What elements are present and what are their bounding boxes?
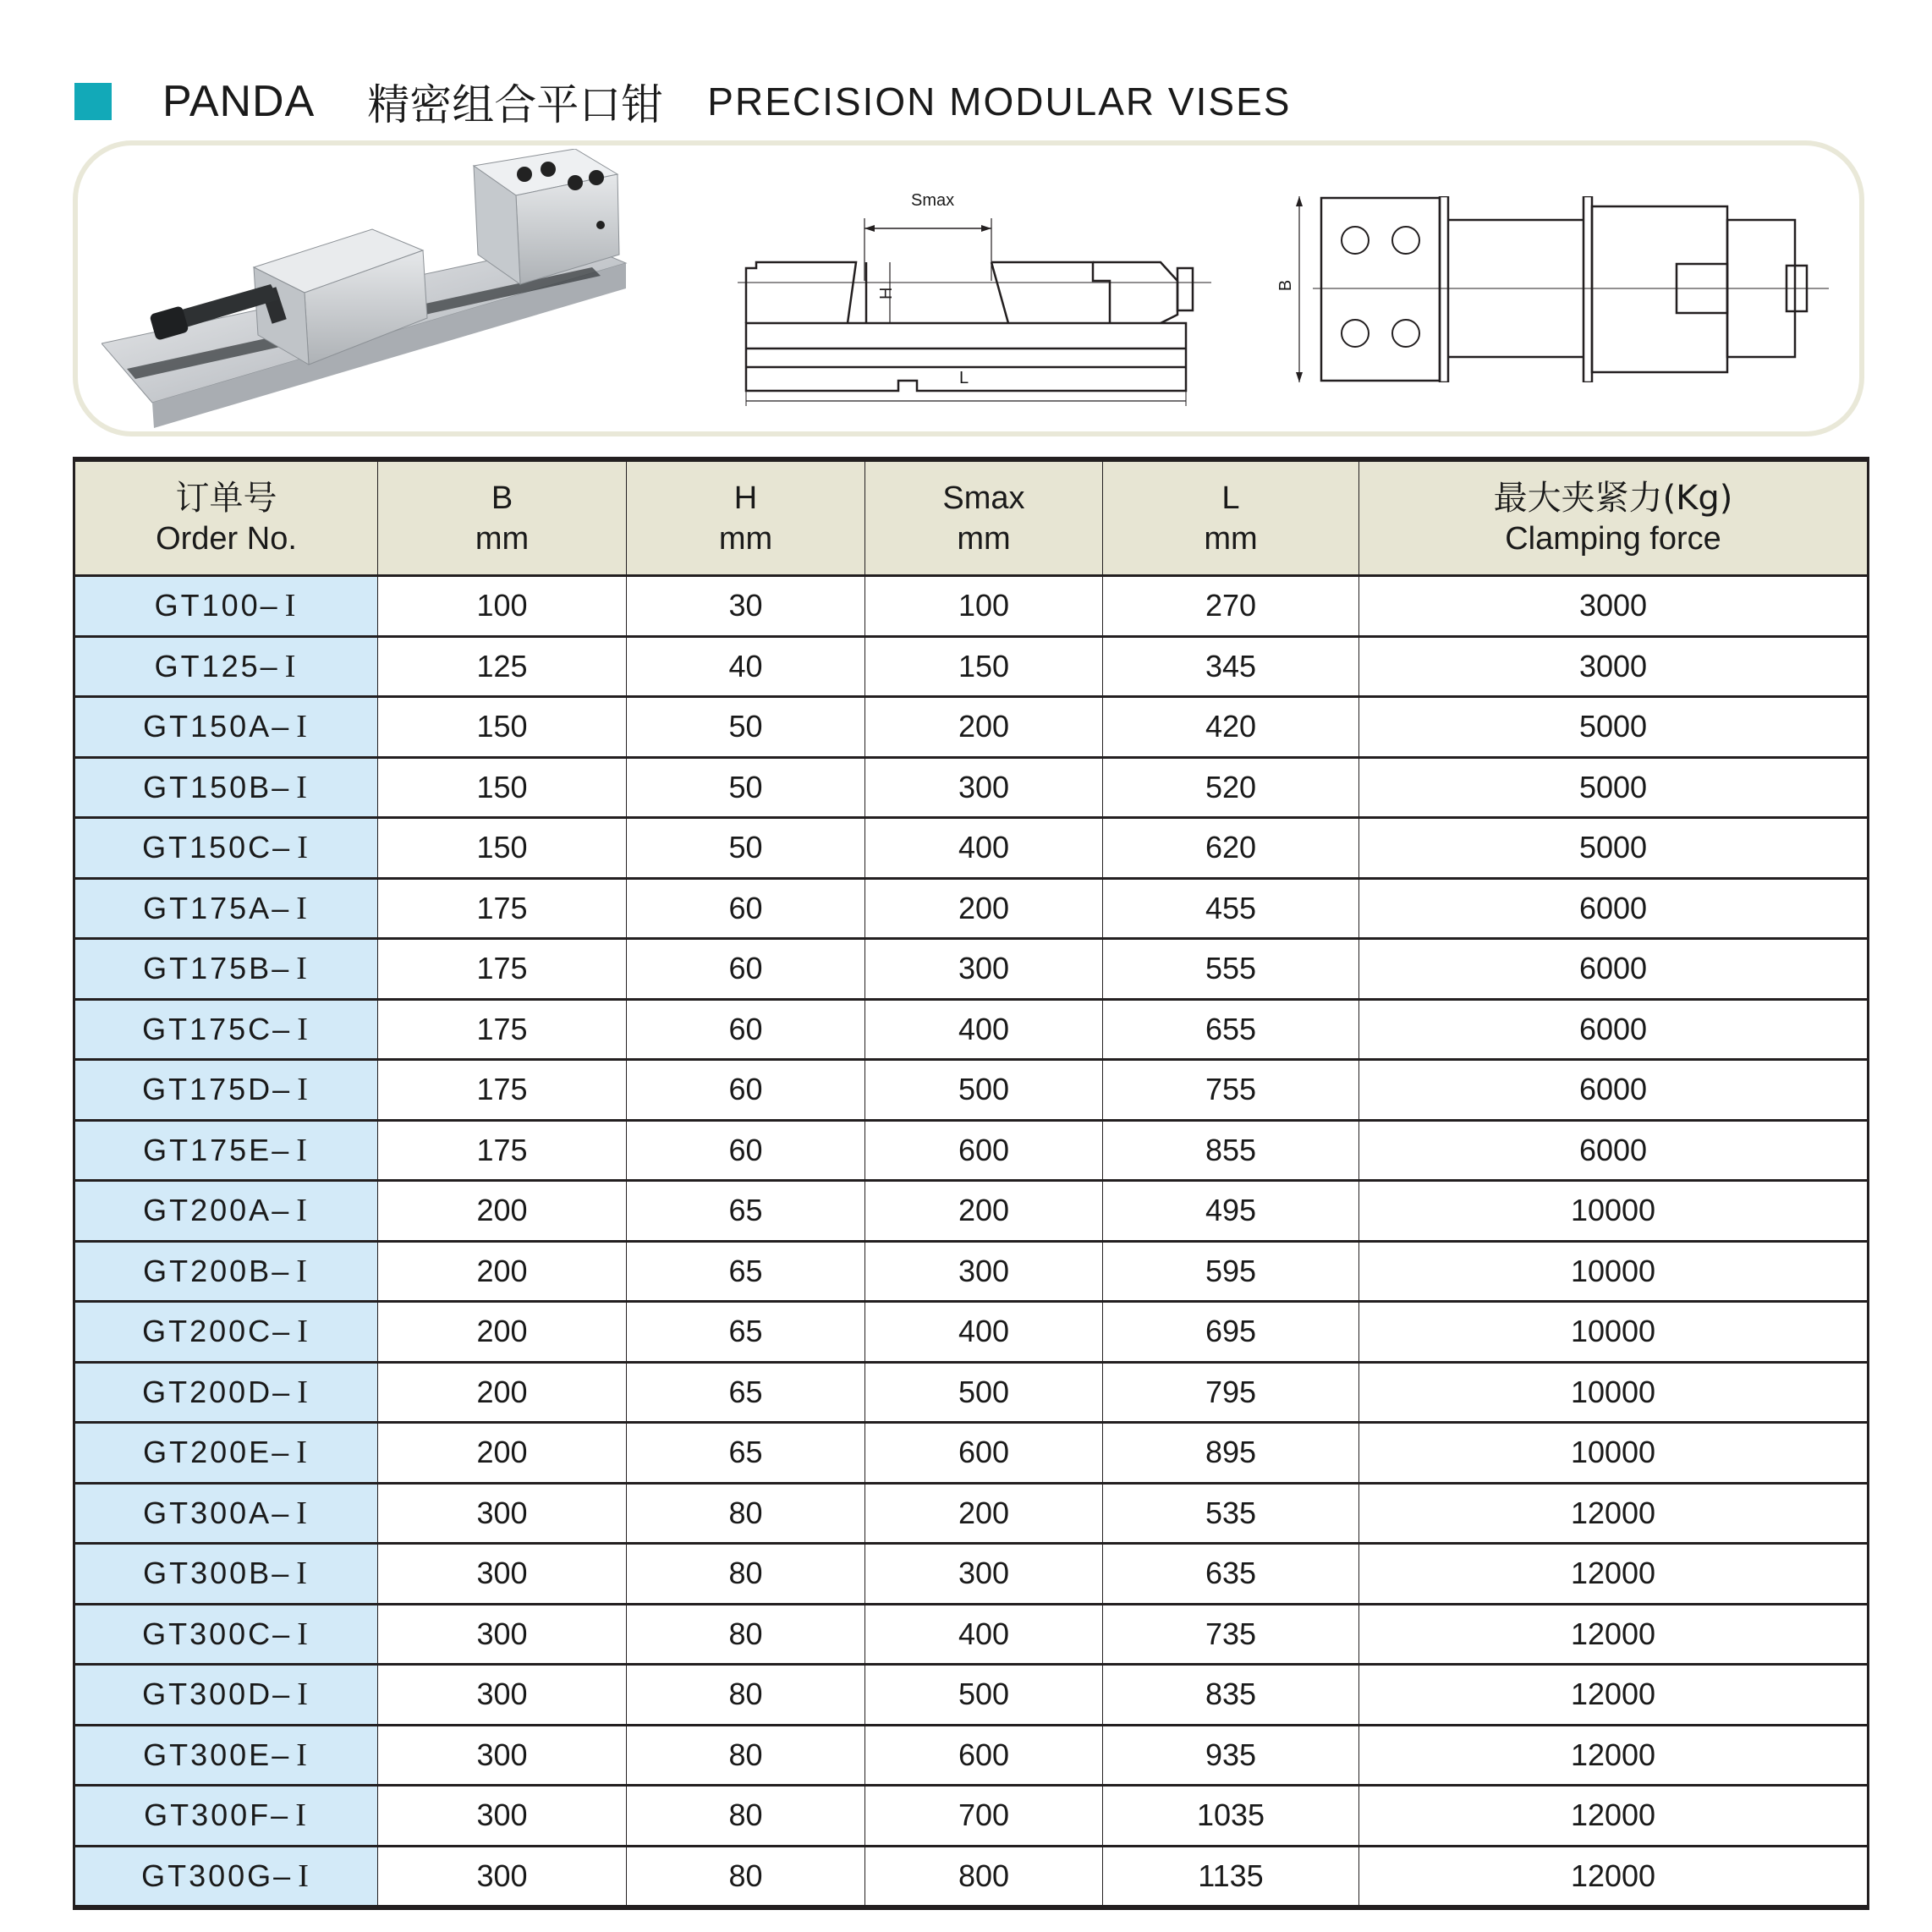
order-no-text: GT175A– <box>143 890 292 925</box>
clamping-force-cell: 10000 <box>1359 1302 1869 1363</box>
l-cell: 895 <box>1103 1423 1359 1484</box>
col-header-l: L mm <box>1103 459 1359 576</box>
order-no-cell <box>74 939 378 1000</box>
order-no-cell <box>74 1362 378 1423</box>
clamping-force-cell: 5000 <box>1359 697 1869 758</box>
b-cell: 150 <box>378 757 627 818</box>
l-cell: 520 <box>1103 757 1359 818</box>
clamping-force-cell: 12000 <box>1359 1665 1869 1726</box>
table-row <box>74 757 1869 818</box>
table-row <box>74 576 1869 637</box>
clamping-force-cell: 6000 <box>1359 1120 1869 1181</box>
smax-cell: 600 <box>865 1725 1103 1786</box>
b-label: B <box>1276 279 1296 292</box>
order-no-text: GT300C– <box>142 1616 293 1651</box>
table-row <box>74 1241 1869 1302</box>
order-no-cell <box>74 697 378 758</box>
top-view-drawing <box>1276 196 1829 382</box>
smax-cell: 600 <box>865 1120 1103 1181</box>
b-cell: 175 <box>378 999 627 1060</box>
table-row <box>74 939 1869 1000</box>
b-cell: 150 <box>378 697 627 758</box>
order-no-suffix: I <box>296 1556 310 1592</box>
clamping-force-cell: 3000 <box>1359 636 1869 697</box>
table-row <box>74 1665 1869 1726</box>
vise-photo <box>102 149 660 428</box>
h-cell: 60 <box>627 878 865 939</box>
table-row <box>74 1604 1869 1665</box>
h-cell: 50 <box>627 757 865 818</box>
order-no-text: GT175E– <box>143 1132 292 1167</box>
clamping-force-cell: 12000 <box>1359 1786 1869 1847</box>
b-cell: 200 <box>378 1241 627 1302</box>
col-header-smax: Smax mm <box>865 459 1103 576</box>
order-no-suffix: I <box>284 648 299 684</box>
l-cell: 620 <box>1103 818 1359 879</box>
smax-cell: 400 <box>865 999 1103 1060</box>
order-no-cell <box>74 1725 378 1786</box>
order-no-cell <box>74 636 378 697</box>
spec-table <box>73 457 1869 1910</box>
clamping-force-cell: 5000 <box>1359 818 1869 879</box>
order-no-suffix: I <box>296 951 310 987</box>
h-cell: 80 <box>627 1786 865 1847</box>
h-cell: 60 <box>627 999 865 1060</box>
col-header-order: 订单号 Order No. <box>74 459 378 576</box>
l-cell: 735 <box>1103 1604 1359 1665</box>
b-cell: 175 <box>378 878 627 939</box>
h-cell: 50 <box>627 818 865 879</box>
smax-cell: 700 <box>865 1786 1103 1847</box>
l-cell: 835 <box>1103 1665 1359 1726</box>
order-no-suffix: I <box>297 1374 310 1410</box>
clamping-force-cell: 12000 <box>1359 1725 1869 1786</box>
clamping-force-cell: 12000 <box>1359 1544 1869 1605</box>
table-row <box>74 1120 1869 1181</box>
title-chinese: 精密组合平口钳 <box>367 80 664 129</box>
smax-cell: 400 <box>865 818 1103 879</box>
h-cell: 80 <box>627 1483 865 1544</box>
smax-cell: 500 <box>865 1060 1103 1121</box>
smax-label: Smax <box>911 191 955 210</box>
col-header-h: H mm <box>627 459 865 576</box>
order-no-suffix: I <box>295 1798 309 1834</box>
b-cell: 175 <box>378 1060 627 1121</box>
order-no-text: GT150B– <box>143 769 292 804</box>
h-cell: 80 <box>627 1544 865 1605</box>
clamping-force-cell: 10000 <box>1359 1423 1869 1484</box>
order-no-suffix: I <box>297 1616 310 1652</box>
b-cell: 300 <box>378 1725 627 1786</box>
clamping-force-cell: 3000 <box>1359 576 1869 637</box>
order-no-text: GT300F– <box>144 1798 291 1833</box>
b-cell: 300 <box>378 1544 627 1605</box>
l-cell: 855 <box>1103 1120 1359 1181</box>
order-no-text: GT175D– <box>142 1072 293 1107</box>
order-no-suffix: I <box>296 1435 310 1471</box>
b-cell: 300 <box>378 1483 627 1544</box>
order-no-text: GT200D– <box>142 1374 293 1409</box>
col-header-b: B mm <box>378 459 627 576</box>
table-row <box>74 1483 1869 1544</box>
clamping-force-cell: 10000 <box>1359 1362 1869 1423</box>
b-cell: 200 <box>378 1302 627 1363</box>
l-cell: 270 <box>1103 576 1359 637</box>
smax-cell: 400 <box>865 1604 1103 1665</box>
order-no-text: GT150A– <box>143 709 292 744</box>
smax-cell: 200 <box>865 1181 1103 1242</box>
h-cell: 80 <box>627 1725 865 1786</box>
order-no-text: GT200A– <box>143 1193 292 1228</box>
order-no-text: GT300A– <box>143 1495 292 1530</box>
table-row <box>74 1181 1869 1242</box>
h-cell: 80 <box>627 1604 865 1665</box>
b-cell: 300 <box>378 1604 627 1665</box>
order-no-text: GT200C– <box>142 1314 293 1349</box>
h-cell: 60 <box>627 939 865 1000</box>
table-row <box>74 1786 1869 1847</box>
l-cell: 535 <box>1103 1483 1359 1544</box>
clamping-force-cell: 6000 <box>1359 878 1869 939</box>
table-row <box>74 1846 1869 1907</box>
b-cell: 200 <box>378 1181 627 1242</box>
order-no-suffix: I <box>297 1677 310 1713</box>
order-no-text: GT175C– <box>142 1011 293 1046</box>
smax-cell: 200 <box>865 1483 1103 1544</box>
order-no-suffix: I <box>297 1314 310 1350</box>
l-cell: 345 <box>1103 636 1359 697</box>
side-view-drawing <box>738 188 1211 408</box>
order-no-suffix: I <box>297 830 310 866</box>
smax-cell: 400 <box>865 1302 1103 1363</box>
order-no-cell <box>74 1665 378 1726</box>
l-cell: 455 <box>1103 878 1359 939</box>
h-cell: 60 <box>627 1120 865 1181</box>
page-title <box>74 68 1291 135</box>
l-label: L <box>959 369 969 387</box>
table-row <box>74 1302 1869 1363</box>
clamping-force-cell: 10000 <box>1359 1241 1869 1302</box>
order-no-text: GT300B– <box>143 1556 292 1591</box>
smax-cell: 500 <box>865 1362 1103 1423</box>
order-no-text: GT300D– <box>142 1677 293 1712</box>
order-no-suffix: I <box>297 1011 310 1047</box>
l-cell: 755 <box>1103 1060 1359 1121</box>
order-no-text: GT200E– <box>143 1435 292 1470</box>
brand-name: PANDA <box>162 77 316 126</box>
clamping-force-cell: 6000 <box>1359 999 1869 1060</box>
b-cell: 300 <box>378 1846 627 1907</box>
clamping-force-cell: 6000 <box>1359 1060 1869 1121</box>
h-cell: 65 <box>627 1302 865 1363</box>
order-no-suffix: I <box>296 1495 310 1531</box>
clamping-force-cell: 10000 <box>1359 1181 1869 1242</box>
smax-cell: 200 <box>865 697 1103 758</box>
smax-cell: 300 <box>865 1241 1103 1302</box>
title-english: PRECISION MODULAR VISES <box>707 80 1292 123</box>
order-no-cell <box>74 576 378 637</box>
order-no-cell <box>74 1786 378 1847</box>
order-no-suffix: I <box>296 1253 310 1289</box>
svg-text:H: H <box>877 287 896 299</box>
accent-square-icon <box>74 83 112 120</box>
smax-cell: 100 <box>865 576 1103 637</box>
l-cell: 495 <box>1103 1181 1359 1242</box>
b-cell: 200 <box>378 1423 627 1484</box>
table-header-row <box>74 459 1869 576</box>
table-row <box>74 1725 1869 1786</box>
h-cell: 30 <box>627 576 865 637</box>
h-cell: 65 <box>627 1181 865 1242</box>
l-cell: 655 <box>1103 999 1359 1060</box>
order-no-cell <box>74 1483 378 1544</box>
l-cell: 795 <box>1103 1362 1359 1423</box>
order-no-cell <box>74 1181 378 1242</box>
table-row <box>74 1362 1869 1423</box>
order-no-cell <box>74 1060 378 1121</box>
b-cell: 150 <box>378 818 627 879</box>
table-row <box>74 999 1869 1060</box>
order-no-text: GT175B– <box>143 951 292 986</box>
b-cell: 125 <box>378 636 627 697</box>
table-row <box>74 1423 1869 1484</box>
l-cell: 595 <box>1103 1241 1359 1302</box>
smax-cell: 150 <box>865 636 1103 697</box>
h-cell: 65 <box>627 1362 865 1423</box>
col-header-clamping-force: 最大夹紧力(Kg) Clamping force <box>1359 459 1869 576</box>
order-no-text: GT200B– <box>143 1253 292 1288</box>
order-no-suffix: I <box>296 1193 310 1229</box>
order-no-cell <box>74 757 378 818</box>
table-row <box>74 1060 1869 1121</box>
b-cell: 175 <box>378 939 627 1000</box>
table-row <box>74 818 1869 879</box>
table-row <box>74 1544 1869 1605</box>
order-no-text: GT125– <box>154 648 280 683</box>
h-cell: 80 <box>627 1846 865 1907</box>
order-no-cell <box>74 878 378 939</box>
smax-cell: 300 <box>865 939 1103 1000</box>
clamping-force-cell: 12000 <box>1359 1604 1869 1665</box>
table-row <box>74 697 1869 758</box>
l-cell: 555 <box>1103 939 1359 1000</box>
table-row <box>74 878 1869 939</box>
h-cell: 65 <box>627 1423 865 1484</box>
order-no-text: GT100– <box>154 588 280 623</box>
b-cell: 200 <box>378 1362 627 1423</box>
order-no-suffix: I <box>296 1737 310 1773</box>
l-cell: 420 <box>1103 697 1359 758</box>
order-no-suffix: I <box>298 1858 311 1894</box>
b-cell: 300 <box>378 1665 627 1726</box>
order-no-suffix: I <box>297 1072 310 1108</box>
b-cell: 300 <box>378 1786 627 1847</box>
l-cell: 635 <box>1103 1544 1359 1605</box>
l-cell: 1135 <box>1103 1846 1359 1907</box>
h-cell: 80 <box>627 1665 865 1726</box>
order-no-text: GT300G– <box>141 1858 294 1893</box>
figure-panel <box>73 140 1864 436</box>
order-no-cell <box>74 1604 378 1665</box>
l-cell: 935 <box>1103 1725 1359 1786</box>
order-no-suffix: I <box>296 1132 310 1168</box>
order-no-cell <box>74 999 378 1060</box>
order-no-cell <box>74 818 378 879</box>
h-cell: 40 <box>627 636 865 697</box>
smax-cell: 600 <box>865 1423 1103 1484</box>
order-no-suffix: I <box>284 588 299 624</box>
order-no-cell <box>74 1120 378 1181</box>
order-no-suffix: I <box>296 890 310 926</box>
smax-cell: 500 <box>865 1665 1103 1726</box>
b-cell: 100 <box>378 576 627 637</box>
l-cell: 695 <box>1103 1302 1359 1363</box>
order-no-cell <box>74 1846 378 1907</box>
order-no-suffix: I <box>296 769 310 805</box>
smax-cell: 200 <box>865 878 1103 939</box>
smax-cell: 300 <box>865 757 1103 818</box>
smax-cell: 300 <box>865 1544 1103 1605</box>
clamping-force-cell: 6000 <box>1359 939 1869 1000</box>
order-no-cell <box>74 1423 378 1484</box>
h-cell: 65 <box>627 1241 865 1302</box>
order-no-text: GT300E– <box>143 1737 292 1772</box>
h-cell: 60 <box>627 1060 865 1121</box>
order-no-text: GT150C– <box>142 830 293 865</box>
l-cell: 1035 <box>1103 1786 1359 1847</box>
smax-cell: 800 <box>865 1846 1103 1907</box>
b-cell: 175 <box>378 1120 627 1181</box>
h-cell: 50 <box>627 697 865 758</box>
table-row <box>74 636 1869 697</box>
clamping-force-cell: 5000 <box>1359 757 1869 818</box>
clamping-force-cell: 12000 <box>1359 1483 1869 1544</box>
order-no-cell <box>74 1302 378 1363</box>
clamping-force-cell: 12000 <box>1359 1846 1869 1907</box>
order-no-suffix: I <box>296 709 310 745</box>
order-no-cell <box>74 1544 378 1605</box>
order-no-cell <box>74 1241 378 1302</box>
